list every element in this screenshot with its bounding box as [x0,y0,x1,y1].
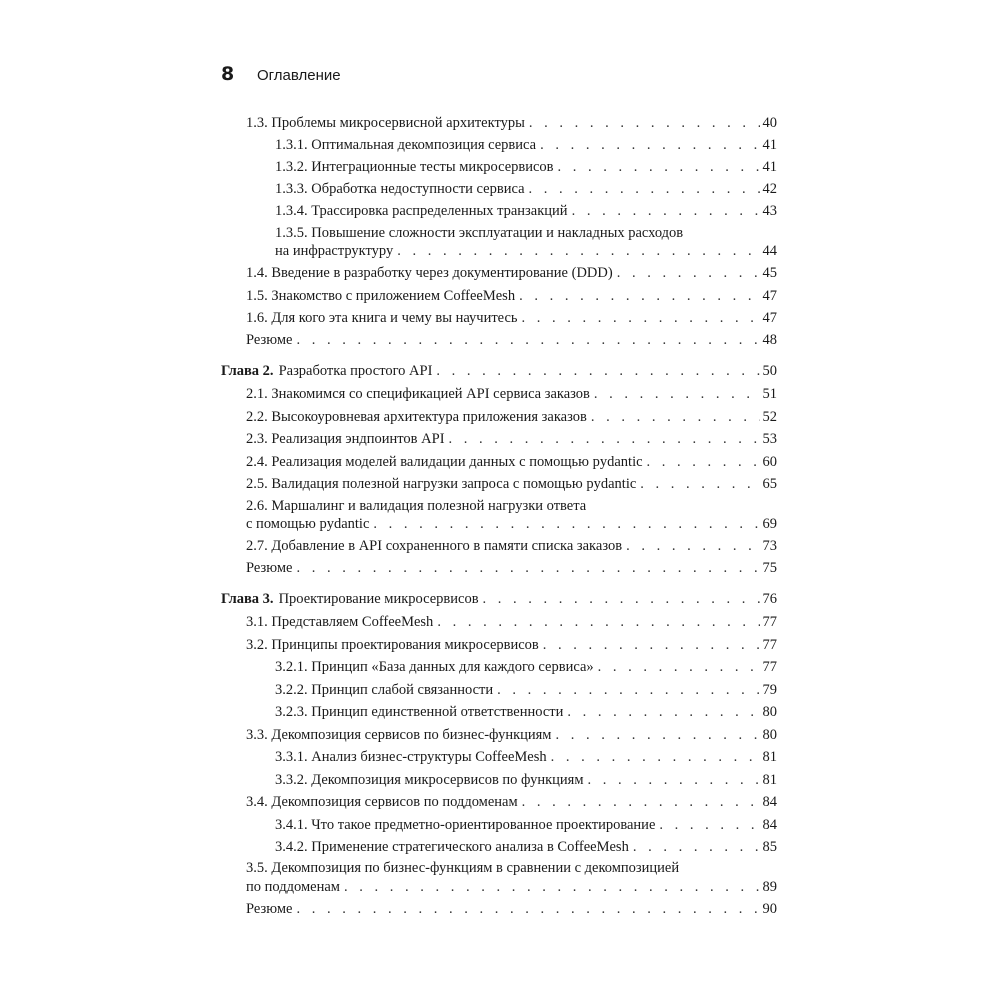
toc-entry-title-line1: 3.5. Декомпозиция по бизнес-функциям в сравнении с декомпозицией [246,860,680,876]
dot-leader [617,264,760,282]
dot-leader [373,515,759,533]
toc-entry[interactable] [246,537,777,555]
dot-leader [436,362,759,380]
toc-entry-page: 85 [762,839,777,855]
toc-entry-page: 53 [762,431,777,447]
toc-entry[interactable] [246,430,777,448]
dot-leader [647,453,760,471]
toc-entry-title: 3.3. Декомпозиция сервисов по бизнес-функциям [246,727,552,743]
toc-entry-title: 3.4.1. Что такое предметно-ориентированное проектирование [275,817,656,833]
toc-entry[interactable] [246,264,777,282]
toc-entry-title: 2.7. Добавление в API сохраненного в памяти списка заказов [246,538,623,554]
toc-entry-page: 41 [762,159,777,175]
dot-leader [626,537,759,555]
toc-entry-page: 89 [762,879,777,895]
dot-leader [633,838,760,856]
toc-entry-title-line1: 2.6. Маршалинг и валидация полезной нагрузки ответа [246,498,587,514]
toc-entry-page: 60 [762,454,777,470]
dot-leader [296,559,759,577]
dot-leader [594,385,760,403]
toc-entry-page: 84 [762,794,777,810]
dot-leader [588,771,760,789]
toc-entry-page: 44 [762,243,777,259]
toc-entry-page: 40 [762,115,777,131]
toc-entry[interactable] [246,559,777,577]
dot-leader [296,900,759,918]
toc-entry-page: 47 [762,288,777,304]
toc-entry[interactable] [246,385,777,403]
dot-leader [529,114,760,132]
toc-entry-page: 90 [762,901,777,917]
toc-entry[interactable] [275,658,777,676]
chapter-label: Глава 3. [221,591,274,607]
toc-entry-page: 50 [762,363,777,379]
toc-entry[interactable] [275,136,777,154]
dot-leader [572,202,760,220]
toc-entry-title-line1: 1.3.5. Повышение сложности эксплуатации и накладных расходов [275,225,684,241]
dot-leader [598,658,760,676]
toc-entry-title: 1.6. Для кого эта книга и чему вы научитесь [246,310,518,326]
toc-entry-page: 76 [762,591,777,607]
toc-entry-title: 1.3.1. Оптимальная декомпозиция сервиса [275,137,537,153]
toc-entry[interactable] [246,900,777,918]
toc-entry[interactable] [275,816,777,834]
chapter-label: Глава 2. [221,363,274,379]
dot-leader [449,430,760,448]
dot-leader [522,793,760,811]
toc-entry[interactable] [246,613,777,631]
toc-chapter-entry[interactable] [221,590,777,608]
toc-entry-title: 3.3.1. Анализ бизнес-структуры CoffeeMesh [275,749,547,765]
toc-entry-page: 81 [762,772,777,788]
toc-entry-title: Резюме [246,560,293,576]
page-number: 8 [221,63,235,85]
toc-entry-page: 79 [762,682,777,698]
dot-leader [543,636,760,654]
toc-entry-title: с помощью pydantic [246,516,370,532]
toc-entry-page: 84 [762,817,777,833]
dot-leader [296,331,759,349]
toc-entry-title: 1.3.2. Интеграционные тесты микросервисов [275,159,554,175]
toc-entry-title: 2.5. Валидация полезной нагрузки запроса с помощью pydantic [246,476,637,492]
toc-entry-page: 81 [762,749,777,765]
toc-entry-title: Резюме [246,332,293,348]
toc-entry-title: Проектирование микросервисов [278,591,479,607]
toc-entry[interactable] [246,408,777,426]
toc-entry-page: 73 [762,538,777,554]
dot-leader [437,613,759,631]
toc-entry[interactable] [275,158,777,176]
toc-entry-page: 42 [762,181,777,197]
toc-entry-page: 69 [762,516,777,532]
toc-entry-title: 1.4. Введение в разработку через документирование (DDD) [246,265,613,281]
dot-leader [640,475,759,493]
running-title: Оглавление [257,67,341,84]
toc-entry-page: 43 [762,203,777,219]
toc-entry-title: по поддоменам [246,879,340,895]
toc-entry[interactable] [246,636,777,654]
toc-entry[interactable] [246,878,777,896]
toc-entry-title: 3.4.2. Применение стратегического анализа в CoffeeMesh [275,839,629,855]
toc-entry-page: 45 [762,265,777,281]
toc-entry[interactable] [246,309,777,327]
toc-entry[interactable] [275,202,777,220]
toc-entry-page: 51 [762,386,777,402]
dot-leader [551,748,760,766]
toc-entry[interactable] [246,726,777,744]
toc-entry-title: 2.1. Знакомимся со спецификацией API сервиса заказов [246,386,590,402]
toc-entry-title: 2.3. Реализация эндпоинтов API [246,431,445,447]
toc-entry[interactable] [246,287,777,305]
toc-entry-title: на инфраструктуру [275,243,394,259]
toc-entry[interactable] [246,515,777,533]
toc-entry[interactable] [275,771,777,789]
toc-entry[interactable] [275,180,777,198]
dot-leader [344,878,760,896]
toc-entry-page: 75 [762,560,777,576]
dot-leader [540,136,759,154]
toc-entry[interactable] [275,703,777,721]
toc-chapter-entry[interactable] [221,362,777,380]
toc-entry-page: 41 [762,137,777,153]
toc-entry[interactable] [246,793,777,811]
dot-leader [522,309,760,327]
toc-entry[interactable] [275,748,777,766]
toc-entry[interactable] [246,114,777,132]
dot-leader [483,590,760,608]
toc-entry-title: 2.2. Высокоуровневая архитектура приложения заказов [246,409,587,425]
toc-entry-page: 48 [762,332,777,348]
toc-entry-title: 3.2.2. Принцип слабой связанности [275,682,494,698]
toc-entry-title: 1.3.4. Трассировка распределенных транзакций [275,203,568,219]
toc-entry-page: 80 [762,727,777,743]
dot-leader [555,726,759,744]
toc-entry-title: Разработка простого API [278,363,433,379]
toc-entry-page: 80 [762,704,777,720]
dot-leader [659,816,759,834]
toc-entry[interactable] [275,838,777,856]
toc-entry[interactable] [275,242,777,260]
page-header [221,63,341,85]
dot-leader [519,287,759,305]
dot-leader [591,408,760,426]
toc-entry-title: 3.3.2. Декомпозиция микросервисов по функциям [275,772,584,788]
toc-entry-title: 3.2.3. Принцип единственной ответственности [275,704,564,720]
toc-entry-title: 1.3.3. Обработка недоступности сервиса [275,181,525,197]
toc-entry-page: 47 [762,310,777,326]
toc-entry-title: 2.4. Реализация моделей валидации данных с помощью pydantic [246,454,643,470]
toc-entry-title: Резюме [246,901,293,917]
toc-entry[interactable] [246,475,777,493]
toc-entry-title: 1.3. Проблемы микросервисной архитектуры [246,115,525,131]
toc-entry-title: 3.4. Декомпозиция сервисов по поддоменам [246,794,518,810]
toc-entry-title: 3.1. Представляем CoffeeMesh [246,614,434,630]
toc-entry-title: 1.5. Знакомство с приложением CoffeeMesh [246,288,516,304]
toc-entry-page: 65 [762,476,777,492]
dot-leader [397,242,759,260]
dot-leader [567,703,759,721]
toc-entry[interactable] [246,453,777,471]
dot-leader [497,681,759,699]
toc-entry-page: 52 [762,409,777,425]
dot-leader [558,158,760,176]
dot-leader [529,180,760,198]
toc-entry-page: 77 [762,637,777,653]
toc-entry-title: 3.2.1. Принцип «База данных для каждого сервиса» [275,659,594,675]
toc-entry-page: 77 [762,614,777,630]
toc-entry-page: 77 [762,659,777,675]
toc-entry-title: 3.2. Принципы проектирования микросервисов [246,637,539,653]
toc-entry[interactable] [246,331,777,349]
toc-entry[interactable] [275,681,777,699]
